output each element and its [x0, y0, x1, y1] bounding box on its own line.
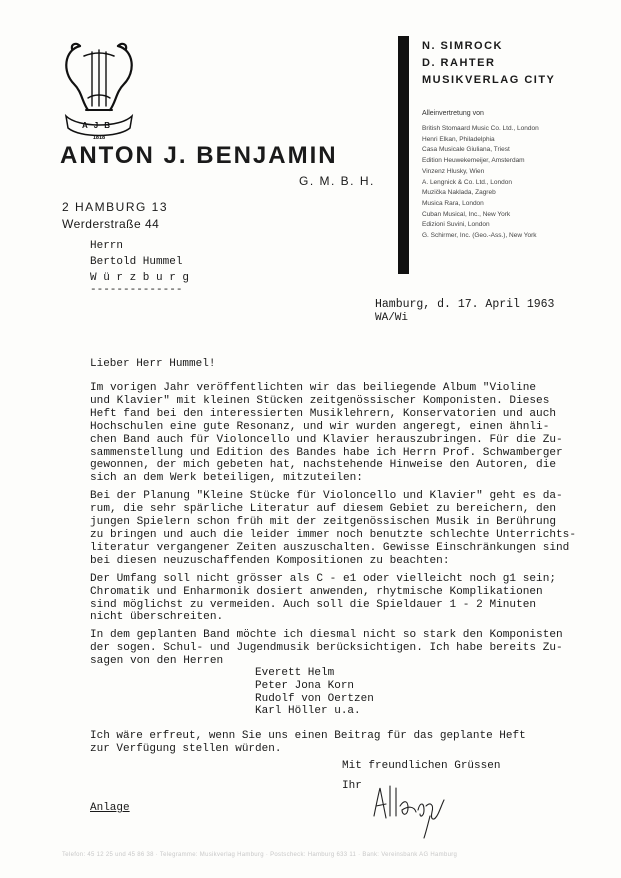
body-line: literatur vergangener Zeiten auszuschalten. Gewisse Einschränkungen sind [90, 541, 570, 554]
reference-initials: WA/Wi [375, 312, 409, 324]
date-line: Hamburg, d. 17. April 1963 [375, 298, 555, 311]
sender-city: 2 HAMBURG 13 [62, 200, 169, 214]
logo-monogram: AJB [81, 121, 117, 130]
recipient-city: W ü r z b u r g [90, 272, 190, 284]
body-line: Bei der Planung "Kleine Stücke für Violoncello und Klavier" geht es da- [90, 490, 563, 503]
recipient-name: Bertold Hummel [90, 256, 183, 268]
composer-name: Peter Jona Korn [255, 679, 355, 692]
body-line: und Klavier" mit kleinen Stücken zeitgenössischer Komponisten. Dieses [90, 394, 550, 407]
representation-item: A. Lengnick & Co. Ltd., London [422, 178, 512, 186]
body-paragraph [90, 490, 576, 567]
salutation: Lieber Herr Hummel! [90, 358, 216, 370]
letter-body [90, 382, 576, 673]
letterhead-bar [398, 36, 409, 274]
closing-paragraph [90, 730, 526, 756]
handwritten-signature [368, 776, 458, 840]
representation-list [422, 124, 539, 242]
body-line: sind möglichst zu vermeiden. Auch soll die Spieldauer 1 - 2 Minuten [90, 598, 537, 611]
company-name: ANTON J. BENJAMIN [60, 142, 338, 169]
enclosure-label: Anlage [90, 802, 130, 814]
composer-name: Rudolf von Oertzen [255, 692, 374, 705]
representation-item: Edition Heuwekemeijer, Amsterdam [422, 157, 525, 165]
representation-item: Muzička Naklada, Zagreb [422, 189, 496, 197]
representation-item: Casa Musicale Giuliana, Triest [422, 146, 510, 154]
composer-list [255, 667, 374, 718]
representation-item: Henri Elkan, Philadelphia [422, 135, 495, 143]
publisher-list [422, 38, 555, 89]
body-line: gewonnen, der mich gebeten hat, nachstehende Hinweise den Autoren, die [90, 459, 557, 472]
recipient-address [90, 238, 189, 286]
body-line: Chromatik und Enharmonik dosiert anwenden, rhytmische Komplikationen [90, 585, 543, 598]
body-line: Im vorigen Jahr veröffentlichten wir das beiliegende Album "Violine [90, 382, 537, 394]
body-line: Heft fand bei den interessierten Musiklehrern, Konservatorien und auch [90, 407, 557, 420]
recipient-underline: -------------- [90, 284, 183, 296]
body-paragraph [90, 629, 576, 668]
signer-label: Ihr [342, 780, 362, 792]
body-line: zu bringen und auch die leider immer noch benutzte schlechte Unterrichts- [90, 528, 576, 541]
body-line: sagen von den Herren [90, 655, 224, 668]
composer-name: Karl Höller u.a. [255, 705, 361, 718]
body-line: In dem geplanten Band möchte ich diesmal nicht so stark den Komponisten [90, 629, 563, 642]
representation-item: British Stomaard Music Co. Ltd., London [422, 125, 539, 132]
composer-name: Everett Helm [255, 667, 335, 679]
representation-item: Vinzenz Hlusky, Wien [422, 167, 485, 175]
logo-year: 1818 [92, 135, 106, 140]
body-line: Der Umfang soll nicht grösser als C - e1 oder vielleicht noch g1 sein; [90, 572, 557, 585]
footer-line: Telefon: 45 12 25 und 45 86 38 · Telegramme: Musikverlag Hamburg · Postscheck: Hamburg 633 11 · Bank: Vereinsbank AG Hamburg [62, 852, 458, 858]
publisher-name: D. RAHTER [422, 57, 496, 69]
lyre-logo [58, 38, 140, 140]
body-paragraph [90, 573, 576, 625]
representation-item: Musica Rara, London [422, 199, 484, 207]
representation-item: G. Schirmer, Inc. (Geo.-Ass.), New York [422, 232, 537, 240]
body-line: nicht überschreiten. [90, 611, 224, 624]
body-paragraph [90, 382, 576, 485]
publisher-name: N. SIMROCK [422, 40, 503, 52]
representation-item: Cuban Musical, Inc., New York [422, 210, 511, 218]
body-line: zur Verfügung stellen würden. [90, 742, 282, 755]
body-line: der sogen. Schul- und Jugendmusik berücksichtigen. Ich habe bereits Zu- [90, 642, 563, 655]
closing-greeting: Mit freundlichen Grüssen [342, 760, 501, 772]
company-suffix: G. M. B. H. [299, 174, 375, 188]
publisher-name: MUSIKVERLAG CITY [422, 74, 556, 86]
representation-heading: Alleinvertretung von [422, 110, 484, 117]
body-line: chen Band auch für Violoncello und Klavier herauszubringen. Für die Zu- [90, 433, 563, 446]
body-line: sammenstellung und Edition des Bandes habe ich Herrn Prof. Schwamberger [90, 446, 563, 459]
body-line: rum, die sehr spärliche Literatur auf diesem Gebiet zu bereichern, den [90, 503, 557, 516]
body-line: jungen Spielern schon früh mit der zeitgenössischen Musik in Berührung [90, 516, 557, 529]
body-line: sich an dem Werk beteiligen, mitzuteilen: [90, 472, 363, 485]
body-line: bei diesen neuzuschaffenden Kompositionen zu beachten: [90, 554, 450, 567]
body-line: Ich wäre erfreut, wenn Sie uns einen Beitrag für das geplante Heft [90, 730, 526, 742]
sender-street: Werderstraße 44 [62, 217, 160, 231]
representation-item: Edizioni Suvini, London [422, 221, 490, 229]
body-line: Hochschulen eine gute Resonanz, und wir wurden angeregt, einen ähnli- [90, 420, 550, 433]
recipient-title: Herrn [90, 240, 124, 252]
